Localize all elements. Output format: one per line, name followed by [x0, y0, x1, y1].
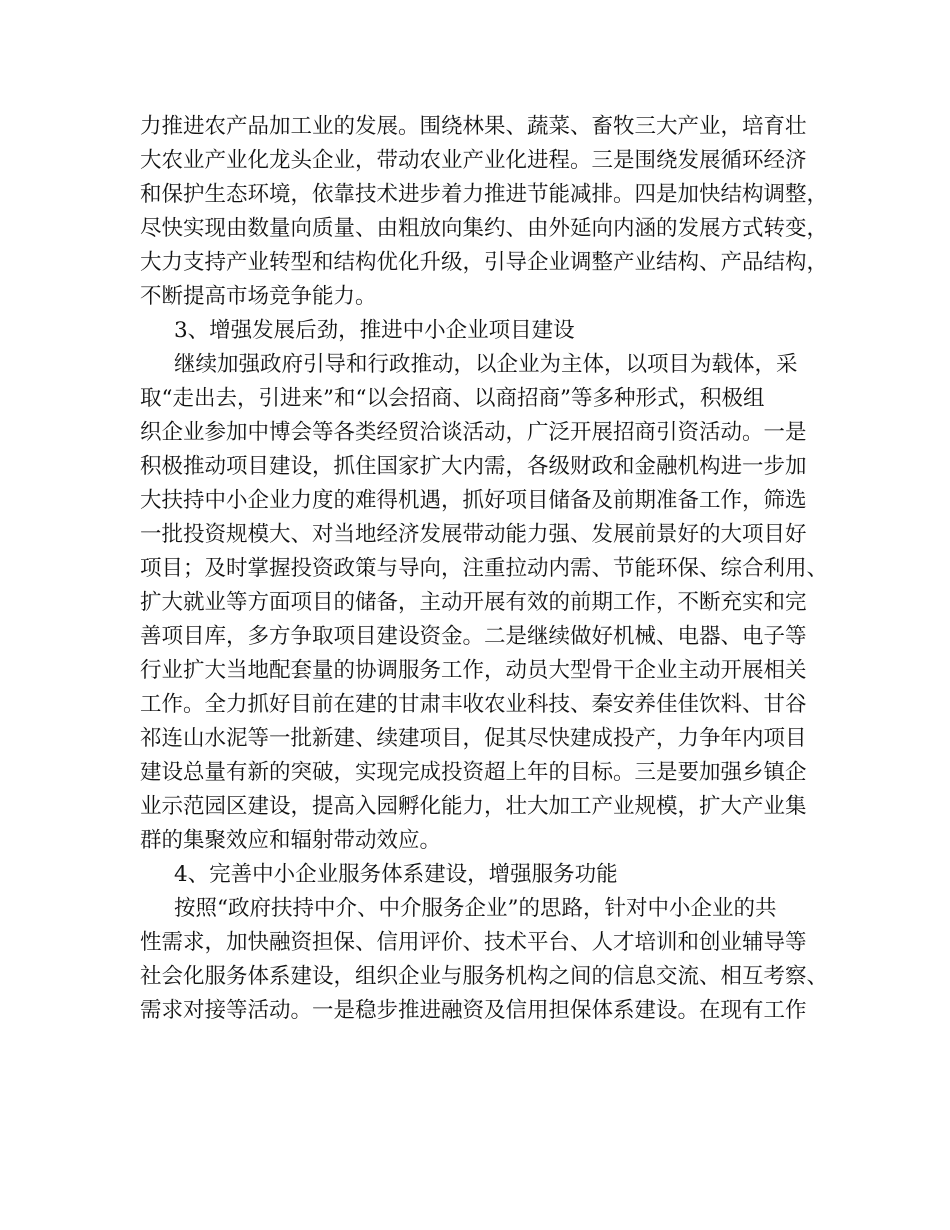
text-line: 尽快实现由数量向质量、由粗放向集约、由外延向内涵的发展方式转变，	[140, 216, 829, 241]
text-line: 项目；及时掌握投资政策与导向，注重拉动内需、节能环保、综合利用、	[140, 556, 829, 581]
document-body	[140, 110, 829, 1028]
text-line: 业示范园区建设，提高入园孵化能力，壮大加工产业规模，扩大产业集	[140, 794, 807, 819]
text-line: 祁连山水泥等一批新建、续建项目，促其尽快建成投产，力争年内项目	[140, 726, 807, 751]
text-line: 积极推动项目建设，抓住国家扩大内需，各级财政和金融机构进一步加	[140, 454, 807, 479]
text-line: 建设总量有新的突破，实现完成投资超上年的目标。三是要加强乡镇企	[140, 760, 807, 785]
text-line: 需求对接等活动。一是稳步推进融资及信用担保体系建设。在现有工作	[140, 998, 807, 1023]
text-line: 一批投资规模大、对当地经济发展带动能力强、发展前景好的大项目好	[140, 522, 807, 547]
text-line: 织企业参加中博会等各类经贸洽谈活动，广泛开展招商引资活动。一是	[140, 420, 807, 445]
text-line: 取“走出去，引进来”和“以会招商、以商招商”等多种形式，积极组	[140, 386, 765, 411]
text-line: 扩大就业等方面项目的储备，主动开展有效的前期工作，不断充实和完	[140, 590, 807, 615]
text-line: 性需求，加快融资担保、信用评价、技术平台、人才培训和创业辅导等	[140, 930, 807, 955]
text-line: 行业扩大当地配套量的协调服务工作，动员大型骨干企业主动开展相关	[140, 658, 807, 683]
text-line: 社会化服务体系建设，组织企业与服务机构之间的信息交流、相互考察、	[140, 964, 829, 989]
text-line: 力推进农产品加工业的发展。围绕林果、蔬菜、畜牧三大产业，培育壮	[140, 114, 807, 139]
text-line: 4、完善中小企业服务体系建设，增强服务功能	[174, 862, 618, 887]
text-line: 和保护生态环境，依靠技术进步着力推进节能减排。四是加快结构调整，	[140, 182, 829, 207]
text-line: 善项目库，多方争取项目建设资金。二是继续做好机械、电器、电子等	[140, 624, 807, 649]
text-line: 按照“政府扶持中介、中介服务企业”的思路，针对中小企业的共	[174, 896, 777, 921]
text-line: 工作。全力抓好目前在建的甘肃丰收农业科技、秦安养佳佳饮料、甘谷	[140, 692, 807, 717]
text-line: 大力支持产业转型和结构优化升级，引导企业调整产业结构、产品结构，	[140, 250, 829, 275]
text-line: 群的集聚效应和辐射带动效应。	[140, 828, 442, 853]
text-line: 大农业产业化龙头企业，带动农业产业化进程。三是围绕发展循环经济	[140, 148, 807, 173]
text-line: 3、增强发展后劲，推进中小企业项目建设	[174, 318, 575, 343]
text-line: 大扶持中小企业力度的难得机遇，抓好项目储备及前期准备工作，筛选	[140, 488, 807, 513]
text-line: 继续加强政府引导和行政推动，以企业为主体，以项目为载体，采	[174, 352, 798, 377]
text-line: 不断提高市场竞争能力。	[140, 284, 377, 309]
